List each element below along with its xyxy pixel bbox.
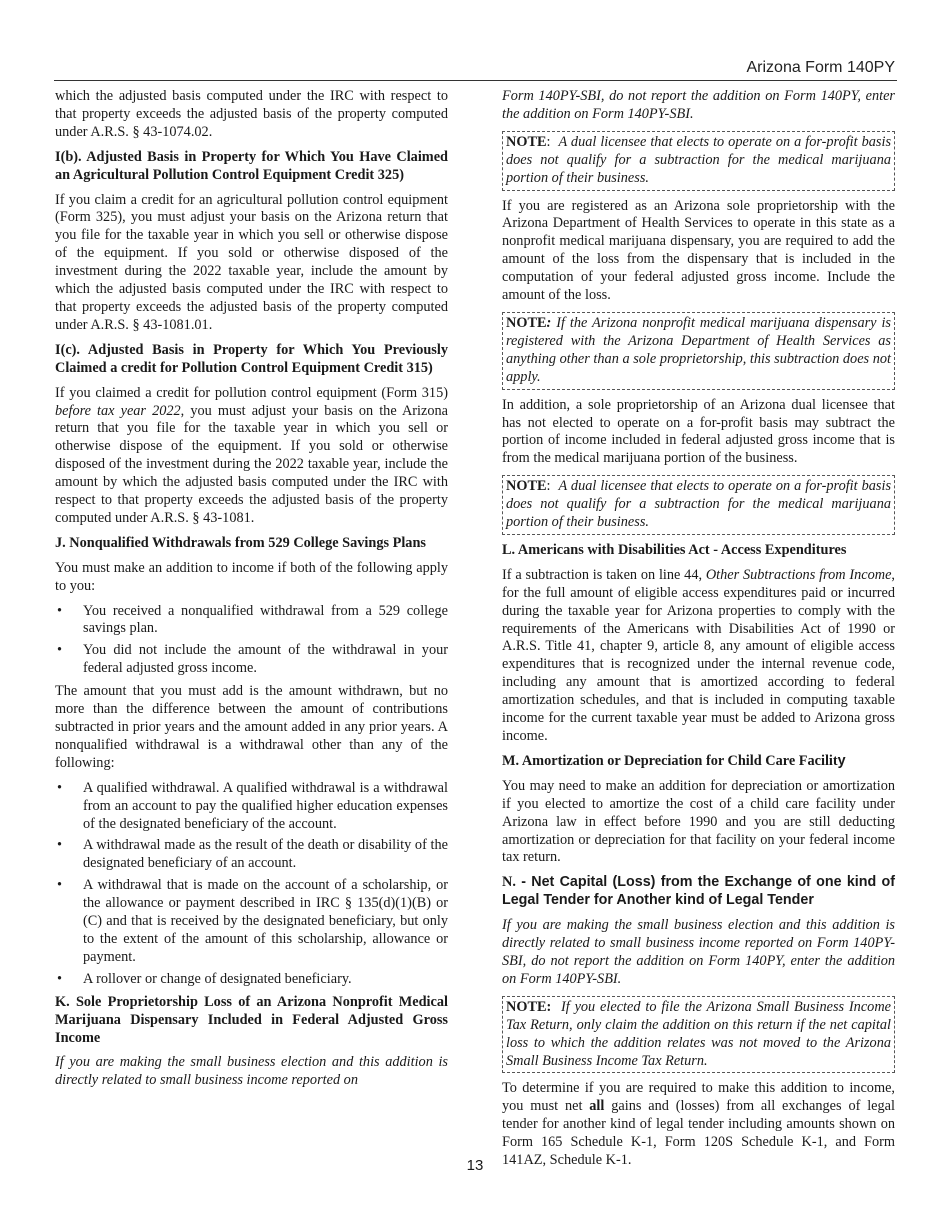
section-k-body-2: In addition, a sole proprietorship of an Arizona dual licensee that has not elected to operate on a for-profit basis may subtract the portion of income included in federal adjusted gross income that is from the medical marijuana portion of the business. xyxy=(502,396,895,467)
section-k-heading: K. Sole Proprietorship Loss of an Arizona Nonprofit Medical Marijuana Dispensary Included in Federal Adjusted Gross Income xyxy=(55,993,448,1046)
list-item: • You did not include the amount of the withdrawal in your federal adjusted gross income. xyxy=(55,642,448,678)
continued-paragraph: which the adjusted basis computed under the IRC with respect to that property exceeds the adjusted basis of the property computed under A.R.S. § 43-1074.02. xyxy=(55,88,448,140)
list-item: • A rollover or change of designated beneficiary. xyxy=(55,971,448,989)
section-ib-heading: I(b). Adjusted Basis in Property for Which You Have Claimed an Agricultural Pollution Control Equipment Credit 325) xyxy=(55,148,448,183)
note-box: NOTE: A dual licensee that elects to operate on a for-profit basis does not qualify for a subtraction for the medical marijuana portion of their business. xyxy=(502,131,895,191)
section-k-body: If you are registered as an Arizona sole proprietorship with the Arizona Department of Health Services to operate in this state as a nonprofit medical marijuana dispensary, you are required to add the amount of the loss from the dispensary that is included in the computation of your federal adjusted gross income. Include the amount of the loss. xyxy=(502,197,895,304)
section-l-heading: L. Americans with Disabilities Act - Access Expenditures xyxy=(502,541,847,558)
section-m-heading: M. Amortization or Depreciation for Child Care Facility xyxy=(502,752,846,769)
note-text: If you elected to file the Arizona Small Business Income Tax Return, only claim the addition on this return if the net capital loss to which the addition relates was not moved to the Arizona Small Business Income Tax Return. xyxy=(506,998,891,1069)
note-text: A dual licensee that elects to operate on a for-profit basis does not qualify for a subtraction for the medical marijuana portion of their business. xyxy=(506,478,892,531)
list-item: • A withdrawal that is made on the account of a scholarship, or the allowance or payment described in IRC § 135(d)(1)(B) or (C) and that is received by the designated beneficiary, but only to the extent of the amount of this scholarship, allowance or payment. xyxy=(55,877,448,967)
section-j-conditions xyxy=(55,603,448,679)
note-box xyxy=(502,996,895,1074)
right-column xyxy=(502,88,895,1177)
section-m-body: You may need to make an addition for depreciation or amortization if you elected to amortize the cost of a child care facility under Arizona law in effect before 1990 and you are still deducting amortization or depreciation for that facility on your federal income tax return. xyxy=(502,777,895,866)
note-label: NOTE xyxy=(506,314,547,331)
left-column xyxy=(55,88,448,1097)
note-label: NOTE xyxy=(506,478,547,495)
list-item: • A withdrawal made as the result of the death or disability of the designated beneficiary of an account. xyxy=(55,837,448,873)
section-j-body: The amount that you must add is the amount withdrawn, but no more than the difference between the amount of contributions subtracted in prior years and the amount added in any prior years. A nonqualified withdrawal is a withdrawal other than any of the following: xyxy=(55,683,448,771)
section-j-heading: J. Nonqualified Withdrawals from 529 College Savings Plans xyxy=(55,534,426,551)
header-divider xyxy=(54,80,897,81)
section-ic-heading: I(c). Adjusted Basis in Property for Which You Previously Claimed a credit for Pollution Control Equipment Credit 315) xyxy=(55,341,448,376)
list-item: • A qualified withdrawal. A qualified withdrawal is a withdrawal from an account to pay the qualified higher education expenses of the designated beneficiary of the account. xyxy=(55,780,448,834)
note-label: NOTE xyxy=(506,133,547,150)
section-j-intro: You must make an addition to income if both of the following apply to you: xyxy=(55,559,448,594)
section-n-body: To determine if you are required to make this addition to income, you must net all gains and (losses) from all exchanges of legal tender for another kind of legal tender including amounts shown on Form 165 Schedule K-1, Form 120S Schedule K-1, and Form 141AZ, Schedule K-1. xyxy=(502,1080,895,1169)
section-k-italic: If you are making the small business election and this addition is directly related to small business income reported on xyxy=(55,1054,448,1089)
note-box: NOTE: If the Arizona nonprofit medical marijuana dispensary is registered with the Arizona Department of Health Services as anything other than a sole proprietorship, this subtraction does not apply. xyxy=(502,312,895,390)
section-n-heading: N. - Net Capital (Loss) from the Exchange of one kind of Legal Tender for Another kind of Legal Tender xyxy=(502,874,895,909)
section-l-body: If a subtraction is taken on line 44, Other Subtractions from Income, for the full amount of eligible access expenditures paid or incurred during the taxable year for Arizona properties to comply with the requirements of the Americans with Disabilities Act of 1990 or A.R.S. Title 41, chapter 9, article 8, any amount of eligible access expenditures that is recognized under the internal revenue code, including any amount that is amortized according to federal amortization schedules, and that is included in computing taxable income for the current taxable year must be added to Arizona gross income. xyxy=(502,566,895,744)
note-text: A dual licensee that elects to operate on a for-profit basis does not qualify for a subtraction for the medical marijuana portion of their business. xyxy=(506,133,892,186)
section-n-italic: If you are making the small business election and this addition is directly related to small business income reported on Form 140PY-SBI, do not report the addition on Form 140PY, enter the addition on Form 140PY-SBI. xyxy=(502,917,895,987)
form-title: Arizona Form 140PY xyxy=(746,59,895,76)
section-ic-body: If you claimed a credit for pollution control equipment (Form 315) before tax year 2022, you must adjust your basis on the Arizona return that you file for the taxable year in which you sell or otherwise dispose of the equipment. If you sold or otherwise disposed of the investment during the 2022 taxable year, include the amount by which the adjusted basis computed under the IRC with respect to that property exceeds the adjusted basis of the property computed under A.R.S. § 43-1081. xyxy=(55,384,449,526)
list-item: • You received a nonqualified withdrawal from a 529 college savings plan. xyxy=(55,603,448,639)
section-j-exceptions xyxy=(55,780,448,989)
page-number: 13 xyxy=(466,1157,484,1174)
section-ib-body: If you claim a credit for an agricultural pollution control equipment (Form 325), you must adjust your basis on the Arizona return that you file for the taxable year in which you sell or otherwise dispose of the equipment. If you sold or otherwise disposed of the investment during the 2022 taxable year, include the amount by which the adjusted basis computed under the IRC with respect to that property exceeds the adjusted basis of the property computed under A.R.S. § 43-1081.01. xyxy=(55,191,448,333)
note-label: NOTE: xyxy=(506,998,552,1015)
note-text: If the Arizona nonprofit medical marijuana dispensary is registered with the Arizona Department of Health Services as anything other than a sole proprietorship, this subtraction does not apply. xyxy=(506,314,891,385)
note-box: NOTE: A dual licensee that elects to operate on a for-profit basis does not qualify for a subtraction for the medical marijuana portion of their business. xyxy=(502,475,895,535)
section-k-italic-cont: Form 140PY-SBI, do not report the addition on Form 140PY, enter the addition on Form 140PY-SBI. xyxy=(502,88,895,122)
